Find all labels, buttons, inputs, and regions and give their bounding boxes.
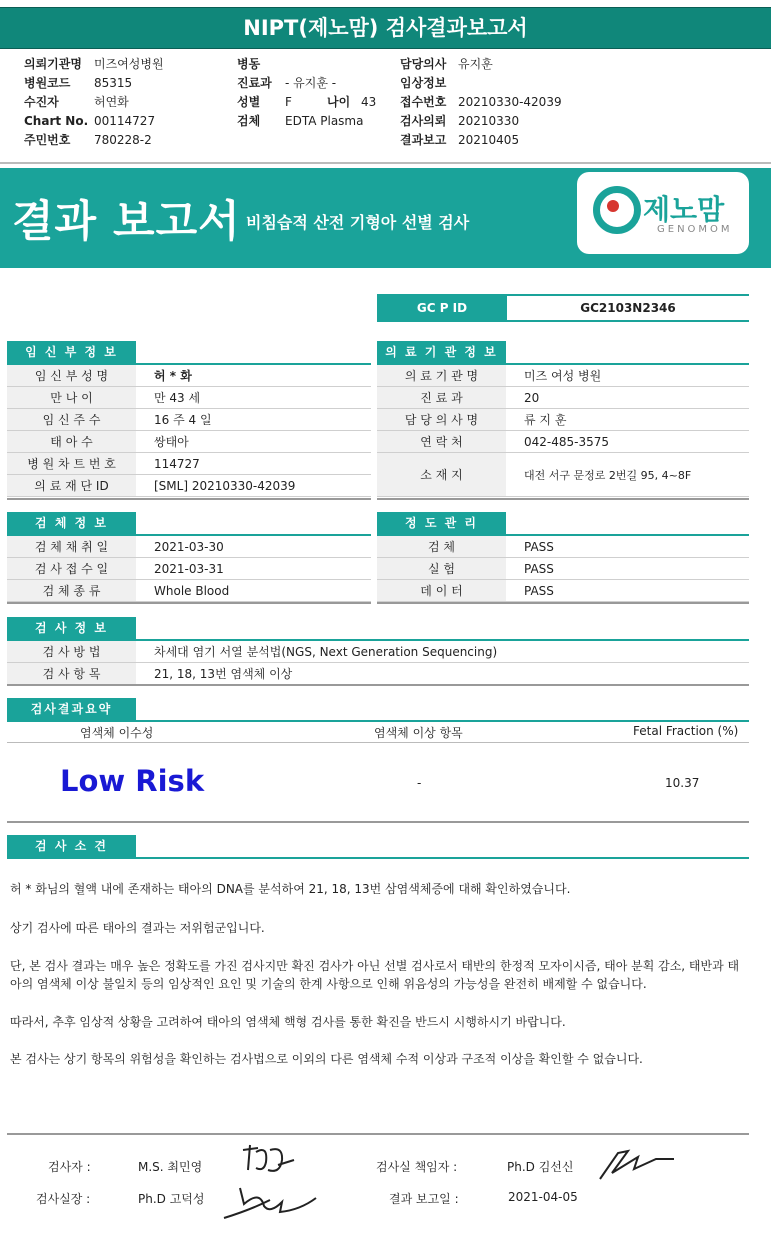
specimen-table bbox=[7, 536, 371, 602]
hdr-value: 20210330 bbox=[458, 114, 520, 128]
row-value: 미즈 여성 병원 bbox=[506, 365, 749, 387]
table-row bbox=[7, 663, 749, 685]
hdr-label: 수진자 bbox=[24, 95, 59, 109]
tester-signature bbox=[238, 1140, 298, 1180]
hdr-label: 성별 bbox=[237, 95, 261, 109]
signature-top-line bbox=[7, 1133, 749, 1135]
header-col2 bbox=[237, 55, 376, 131]
hdr-value: 20210330-42039 bbox=[458, 95, 562, 109]
section-title: 검 사 소 견 bbox=[7, 835, 136, 857]
section-test-info bbox=[7, 617, 749, 641]
row-value: 16 주 4 일 bbox=[136, 409, 371, 431]
row-value: 대전 서구 문정로 2번길 95, 4~8F bbox=[506, 453, 749, 497]
row-value: 042-485-3575 bbox=[506, 431, 749, 453]
banner-title: 결과 보고서 bbox=[12, 197, 241, 247]
row-label: 소 재 지 bbox=[377, 453, 506, 497]
section-pregnant bbox=[7, 341, 371, 365]
table-row bbox=[7, 558, 371, 580]
risk-result: Low Risk bbox=[60, 764, 205, 798]
row-label: 데 이 터 bbox=[377, 580, 506, 602]
logo-name: 제노맘 bbox=[643, 193, 725, 226]
hdr-value: 85315 bbox=[94, 76, 133, 90]
hdr-label: 접수번호 bbox=[400, 95, 447, 109]
section-qc bbox=[377, 512, 749, 536]
row-value: 류 지 훈 bbox=[506, 409, 749, 431]
finding-paragraph: 허 * 화님의 혈액 내에 존재하는 태아의 DNA를 분석하여 21, 18, 13번 삼염색체증에 대해 확인하였습니다. bbox=[10, 882, 571, 896]
test-info-table bbox=[7, 641, 749, 685]
table-row bbox=[377, 580, 749, 602]
table-row bbox=[7, 536, 371, 558]
header-col1 bbox=[24, 55, 164, 150]
summary-col3-header: Fetal Fraction (%) bbox=[633, 724, 739, 738]
row-value: [SML] 20210330-42039 bbox=[136, 475, 371, 497]
header-col3 bbox=[400, 55, 562, 150]
table-row bbox=[7, 580, 371, 602]
row-value: 만 43 세 bbox=[136, 387, 371, 409]
hdr-label: 병동 bbox=[237, 57, 261, 71]
summary-header-line bbox=[7, 742, 749, 743]
qc-table bbox=[377, 536, 749, 602]
tester-label: 검사자 : bbox=[48, 1160, 91, 1174]
hdr-label: 주민번호 bbox=[24, 133, 71, 147]
banner-subtitle: 비침습적 산전 기형아 선별 검사 bbox=[246, 213, 470, 232]
lab-head-signature bbox=[598, 1143, 678, 1183]
logo-english: GENOMOM bbox=[657, 224, 733, 235]
specimen-bottom-line bbox=[7, 602, 371, 604]
hdr-value: F bbox=[285, 95, 292, 109]
row-label: 병 원 차 트 번 호 bbox=[7, 453, 136, 475]
hdr-value: 20210405 bbox=[458, 133, 520, 147]
table-row bbox=[377, 387, 749, 409]
row-label: 검 체 종 류 bbox=[7, 580, 136, 602]
hospital-table bbox=[377, 365, 749, 497]
hdr-value: 미즈여성병원 bbox=[94, 57, 164, 71]
qc-bottom-line bbox=[377, 602, 749, 604]
age-value: 43 bbox=[361, 95, 377, 109]
hdr-label: 결과보고 bbox=[400, 133, 447, 147]
report-date-value: 2021-04-05 bbox=[508, 1190, 578, 1204]
age-label: 나이 bbox=[327, 95, 351, 109]
gcp-id-box bbox=[377, 294, 749, 322]
genomom-logo bbox=[577, 172, 749, 254]
row-value: 114727 bbox=[136, 453, 371, 475]
hdr-label: 검사의뢰 bbox=[400, 114, 447, 128]
row-label: 검 체 채 취 일 bbox=[7, 536, 136, 558]
summary-bottom-line bbox=[7, 821, 749, 823]
hdr-value: - 유지훈 - bbox=[285, 76, 337, 90]
table-row bbox=[7, 641, 749, 663]
finding-paragraph: 따라서, 추후 임상적 상황을 고려하여 태아의 염색체 핵형 검사를 통한 확진을 반드시 시행하시기 바랍니다. bbox=[10, 1015, 566, 1029]
finding-paragraph: 상기 검사에 따른 태아의 결과는 저위험군입니다. bbox=[10, 921, 265, 935]
tester-value: M.S. 최민영 bbox=[138, 1160, 203, 1174]
section-title: 검 체 정 보 bbox=[7, 512, 136, 534]
hdr-label: 담당의사 bbox=[400, 57, 447, 71]
hdr-label: 임상정보 bbox=[400, 76, 447, 90]
gcp-value: GC2103N2346 bbox=[580, 301, 676, 315]
gcp-label: GC P ID bbox=[377, 296, 507, 320]
row-value: 허 * 화 bbox=[136, 365, 371, 387]
lab-head-label: 검사실 책임자 : bbox=[376, 1160, 458, 1174]
fetal-fraction-value: 10.37 bbox=[665, 776, 700, 790]
hdr-label: 병원코드 bbox=[24, 76, 71, 90]
row-label: 의 료 기 관 명 bbox=[377, 365, 506, 387]
table-row bbox=[7, 453, 371, 475]
row-value: 차세대 염기 서열 분석법(NGS, Next Generation Sequencing) bbox=[136, 641, 749, 663]
summary-col2-header: 염색체 이상 항목 bbox=[374, 726, 463, 740]
pregnant-bottom-line bbox=[7, 498, 371, 500]
row-value: 쌍태아 bbox=[136, 431, 371, 453]
row-label: 연 락 처 bbox=[377, 431, 506, 453]
report-title: NIPT(제노맘) 검사결과보고서 bbox=[0, 7, 771, 49]
logo-dot-icon bbox=[607, 200, 619, 212]
row-value: 2021-03-31 bbox=[136, 558, 371, 580]
row-label: 태 아 수 bbox=[7, 431, 136, 453]
hdr-label: 진료과 bbox=[237, 76, 272, 90]
section-title: 검사결과요약 bbox=[7, 698, 136, 720]
row-label: 만 나 이 bbox=[7, 387, 136, 409]
row-value: Whole Blood bbox=[136, 580, 371, 602]
row-label: 실 험 bbox=[377, 558, 506, 580]
table-row bbox=[7, 475, 371, 497]
chief-label: 검사실장 : bbox=[36, 1192, 91, 1206]
table-row bbox=[377, 431, 749, 453]
row-value: PASS bbox=[506, 580, 749, 602]
hdr-label: 검체 bbox=[237, 114, 261, 128]
section-title: 의 료 기 관 정 보 bbox=[377, 341, 506, 363]
row-label: 임 신 부 성 명 bbox=[7, 365, 136, 387]
finding-paragraph: 본 검사는 상기 항목의 위험성을 확인하는 검사법으로 이외의 다른 염색체 수적 이상과 구조적 이상을 확인할 수 없습니다. bbox=[10, 1052, 643, 1066]
row-label: 진 료 과 bbox=[377, 387, 506, 409]
table-row bbox=[377, 536, 749, 558]
hdr-label: Chart No. bbox=[24, 114, 89, 128]
table-row bbox=[377, 409, 749, 431]
section-findings bbox=[7, 835, 749, 859]
section-title: 임 신 부 정 보 bbox=[7, 341, 136, 363]
hdr-value: EDTA Plasma bbox=[285, 114, 364, 128]
row-label: 검 사 항 목 bbox=[7, 663, 136, 685]
row-label: 검 사 접 수 일 bbox=[7, 558, 136, 580]
row-label: 검 체 bbox=[377, 536, 506, 558]
chief-value: Ph.D 고덕성 bbox=[138, 1192, 205, 1206]
lab-head-value: Ph.D 김선신 bbox=[507, 1160, 574, 1174]
section-specimen bbox=[7, 512, 371, 536]
hdr-value: 780228-2 bbox=[94, 133, 152, 147]
section-hospital bbox=[377, 341, 749, 365]
section-title: 검 사 정 보 bbox=[7, 617, 136, 639]
row-label: 임 신 주 수 bbox=[7, 409, 136, 431]
test-info-bottom-line bbox=[7, 684, 749, 686]
hdr-label: 의뢰기관명 bbox=[24, 57, 82, 71]
summary-col1-header: 염색체 이수성 bbox=[80, 726, 154, 740]
chief-signature bbox=[220, 1180, 320, 1224]
finding-paragraph: 단, 본 검사 결과는 매우 높은 정확도를 가진 검사지만 확진 검사가 아닌 선별 검사로서 태반의 한정적 모자이시즘, 태아 분획 감소, 태반과 태아의 염색체 이상 불일치 등의 임상적인 요인 및 기술의 한계 사항으로 인해 위음성의 가능성을 완전히 배제할 수 없습니다. bbox=[10, 959, 740, 991]
row-value: 20 bbox=[506, 387, 749, 409]
table-row bbox=[7, 409, 371, 431]
abnormal-value: - bbox=[417, 776, 422, 790]
table-row bbox=[377, 558, 749, 580]
table-row bbox=[7, 431, 371, 453]
row-label: 검 사 방 법 bbox=[7, 641, 136, 663]
header-divider bbox=[0, 162, 771, 164]
pregnant-table bbox=[7, 365, 371, 497]
table-row bbox=[7, 365, 371, 387]
row-label: 담 당 의 사 명 bbox=[377, 409, 506, 431]
table-row bbox=[377, 453, 749, 497]
table-row bbox=[7, 387, 371, 409]
row-value: PASS bbox=[506, 536, 749, 558]
report-date-label: 결과 보고일 : bbox=[389, 1192, 459, 1206]
section-title: 정 도 관 리 bbox=[377, 512, 506, 534]
table-row bbox=[377, 365, 749, 387]
row-value: 2021-03-30 bbox=[136, 536, 371, 558]
row-value: 21, 18, 13번 염색체 이상 bbox=[136, 663, 749, 685]
section-summary bbox=[7, 698, 749, 722]
hdr-value: 허연화 bbox=[94, 95, 129, 109]
hospital-bottom-line bbox=[377, 498, 749, 500]
row-value: PASS bbox=[506, 558, 749, 580]
row-label: 의 료 재 단 ID bbox=[7, 475, 136, 497]
hdr-value: 00114727 bbox=[94, 114, 156, 128]
hdr-value: 유지훈 bbox=[458, 57, 493, 71]
